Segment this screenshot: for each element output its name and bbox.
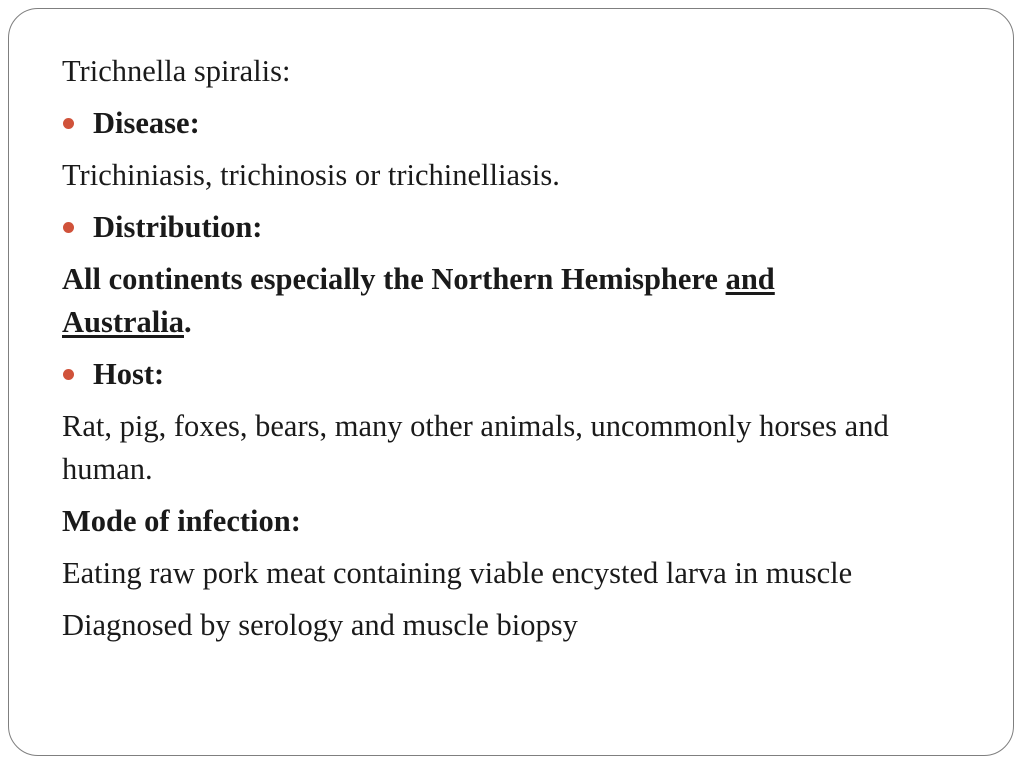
disease-text: Trichiniasis, trichinosis or trichinelliasis. [62, 158, 560, 192]
distribution-text [62, 258, 962, 344]
slide-content [62, 50, 962, 656]
host-heading: Host: [93, 357, 165, 391]
mode-of-infection-text: Eating raw pork meat containing viable encysted larva in muscle [62, 556, 853, 590]
distribution-heading: Distribution: [93, 210, 263, 244]
organism-title: Trichnella spiralis: [62, 54, 291, 88]
distribution-text-main: All continents especially the Northern Hemisphere [62, 262, 726, 296]
bullet-dot-icon [63, 118, 74, 129]
diagnosis-text: Diagnosed by serology and muscle biopsy [62, 608, 578, 642]
host-text: Rat, pig, foxes, bears, many other animals, uncommonly horses and human. [62, 409, 889, 486]
bullet-host [62, 353, 962, 396]
distribution-underlined-and: and [725, 262, 775, 296]
bullet-dot-icon [63, 222, 74, 233]
distribution-period: . [184, 305, 192, 339]
mode-of-infection-heading: Mode of infection: [62, 504, 301, 538]
bullet-dot-icon [63, 369, 74, 380]
bullet-distribution [62, 206, 962, 249]
bullet-disease [62, 102, 962, 145]
distribution-underlined-australia: Australia [62, 305, 184, 339]
disease-heading: Disease: [93, 106, 200, 140]
